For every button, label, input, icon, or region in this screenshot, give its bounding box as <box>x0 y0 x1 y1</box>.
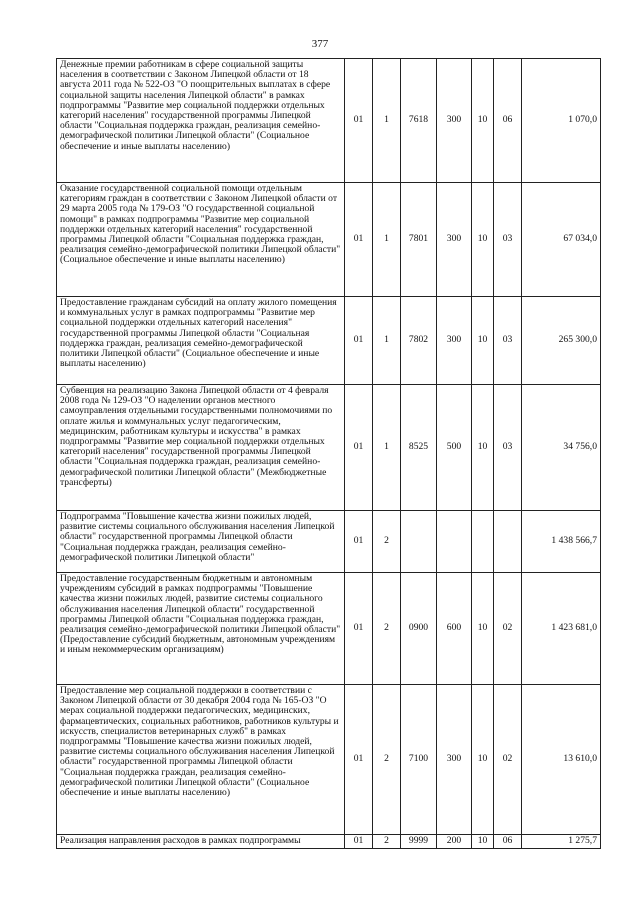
page-number: 377 <box>311 38 329 50</box>
amount: 34 756,0 <box>522 385 601 511</box>
expense-type-code <box>437 511 472 573</box>
row-description: Денежные премии работникам в сфере социальной защиты населения в соответствии с Законом Липецкой области от 18 августа 2011 года № 522-ОЗ "О поощрительных выплатах в сфере социальной защиты населения Липецкой области" в рамках подпрограммы "Развитие мер социальной поддержки отдельных категорий населения" государственной программы Липецкой области "Социальная поддержка граждан, реализация семейно-демографической политики Липецкой области" (Социальное обеспечение и иные выплаты населению) <box>57 59 345 183</box>
expense-type-code: 300 <box>437 297 472 385</box>
subsection-code: 02 <box>494 573 522 685</box>
expense-type-code: 300 <box>437 59 472 183</box>
amount: 1 438 566,7 <box>522 511 601 573</box>
expense-type-code: 600 <box>437 573 472 685</box>
direction-code: 7802 <box>401 297 437 385</box>
section-code: 10 <box>472 573 494 685</box>
subprogram-code: 1 <box>373 385 401 511</box>
table-row <box>57 511 601 573</box>
table-row <box>57 835 601 849</box>
expense-type-code: 200 <box>437 835 472 849</box>
subsection-code: 03 <box>494 297 522 385</box>
subprogram-code: 1 <box>373 297 401 385</box>
table-row <box>57 385 601 511</box>
section-code: 10 <box>472 685 494 835</box>
amount: 1 070,0 <box>522 59 601 183</box>
row-description: Подпрограмма "Повышение качества жизни пожилых людей, развитие системы социального обслуживания населения Липецкой области" государственной программы Липецкой области "Социальная поддержка граждан, реализация семейно-демографической политики Липецкой области" <box>57 511 345 573</box>
direction-code: 7100 <box>401 685 437 835</box>
direction-code: 0900 <box>401 573 437 685</box>
table-row <box>57 183 601 297</box>
table-row <box>57 297 601 385</box>
section-code <box>472 511 494 573</box>
subsection-code <box>494 511 522 573</box>
program-code: 01 <box>345 573 373 685</box>
program-code: 01 <box>345 511 373 573</box>
program-code: 01 <box>345 59 373 183</box>
row-description: Субвенция на реализацию Закона Липецкой области от 4 февраля 2008 года № 129-ОЗ "О наделении органов местного самоуправления отдельными государственными полномочиями по оплате жилья и коммунальных услуг педагогическим, медицинским, работникам культуры и искусства" в рамках подпрограммы "Развитие мер социальной поддержки отдельных категорий населения" государственной программы Липецкой области "Социальная поддержка граждан, реализация семейно-демографической политики Липецкой области" (Межбюджетные трансферты) <box>57 385 345 511</box>
subsection-code: 03 <box>494 183 522 297</box>
direction-code: 7801 <box>401 183 437 297</box>
amount: 1 423 681,0 <box>522 573 601 685</box>
subsection-code: 06 <box>494 59 522 183</box>
row-description: Реализация направления расходов в рамках подпрограммы <box>57 835 345 849</box>
subprogram-code: 2 <box>373 573 401 685</box>
table-row <box>57 573 601 685</box>
row-description: Оказание государственной социальной помощи отдельным категориям граждан в соответствии с Законом Липецкой области от 29 марта 2005 года № 179-ОЗ "О государственной социальной помощи" в рамках подпрограммы "Развитие мер социальной поддержки отдельных категорий населения" государственной программы Липецкой области "Социальная поддержка граждан, реализация семейно-демографической политики Липецкой области" (Социальное обеспечение и иные выплаты населению) <box>57 183 345 297</box>
program-code: 01 <box>345 685 373 835</box>
subsection-code: 06 <box>494 835 522 849</box>
table-row <box>57 685 601 835</box>
amount: 1 275,7 <box>522 835 601 849</box>
section-code: 10 <box>472 59 494 183</box>
program-code: 01 <box>345 183 373 297</box>
program-code: 01 <box>345 385 373 511</box>
subsection-code: 02 <box>494 685 522 835</box>
direction-code: 9999 <box>401 835 437 849</box>
section-code: 10 <box>472 385 494 511</box>
subprogram-code: 1 <box>373 59 401 183</box>
subprogram-code: 2 <box>373 685 401 835</box>
subprogram-code: 1 <box>373 183 401 297</box>
program-code: 01 <box>345 835 373 849</box>
expense-type-code: 300 <box>437 183 472 297</box>
subprogram-code: 2 <box>373 835 401 849</box>
section-code: 10 <box>472 297 494 385</box>
table-row <box>57 59 601 183</box>
subsection-code: 03 <box>494 385 522 511</box>
amount: 13 610,0 <box>522 685 601 835</box>
row-description: Предоставление мер социальной поддержки в соответствии с Законом Липецкой области от 30 декабря 2004 года № 165-ОЗ "О мерах социальной поддержки педагогических, медицинских, фармацевтических, социальных работников, работников культуры и искусств, специалистов ветеринарных служб" в рамках подпрограммы "Повышение качества жизни пожилых людей, развитие системы социального обслуживания населения Липецкой области" государственной программы Липецкой области "Социальная поддержка граждан, реализация семейно-демографической политики Липецкой области" (Социальное обеспечение и иные выплаты населению) <box>57 685 345 835</box>
amount: 67 034,0 <box>522 183 601 297</box>
expense-type-code: 300 <box>437 685 472 835</box>
row-description: Предоставление гражданам субсидий на оплату жилого помещения и коммунальных услуг в рамках подпрограммы "Развитие мер социальной поддержки отдельных категорий населения" государственной программы Липецкой области "Социальная поддержка граждан, реализация семейно-демографической политики Липецкой области" (Социальное обеспечение и иные выплаты населению) <box>57 297 345 385</box>
budget-table <box>56 58 601 849</box>
subprogram-code: 2 <box>373 511 401 573</box>
row-description: Предоставление государственным бюджетным и автономным учреждениям субсидий в рамках подпрограммы "Повышение качества жизни пожилых людей, развитие системы социального обслуживания населения Липецкой области" государственной программы Липецкой области "Социальная поддержка граждан, реализация семейно-демографической политики Липецкой области" (Предоставление субсидий бюджетным, автономным учреждениям и иным некоммерческим организациям) <box>57 573 345 685</box>
section-code: 10 <box>472 835 494 849</box>
amount: 265 300,0 <box>522 297 601 385</box>
program-code: 01 <box>345 297 373 385</box>
section-code: 10 <box>472 183 494 297</box>
expense-type-code: 500 <box>437 385 472 511</box>
direction-code: 8525 <box>401 385 437 511</box>
direction-code <box>401 511 437 573</box>
direction-code: 7618 <box>401 59 437 183</box>
